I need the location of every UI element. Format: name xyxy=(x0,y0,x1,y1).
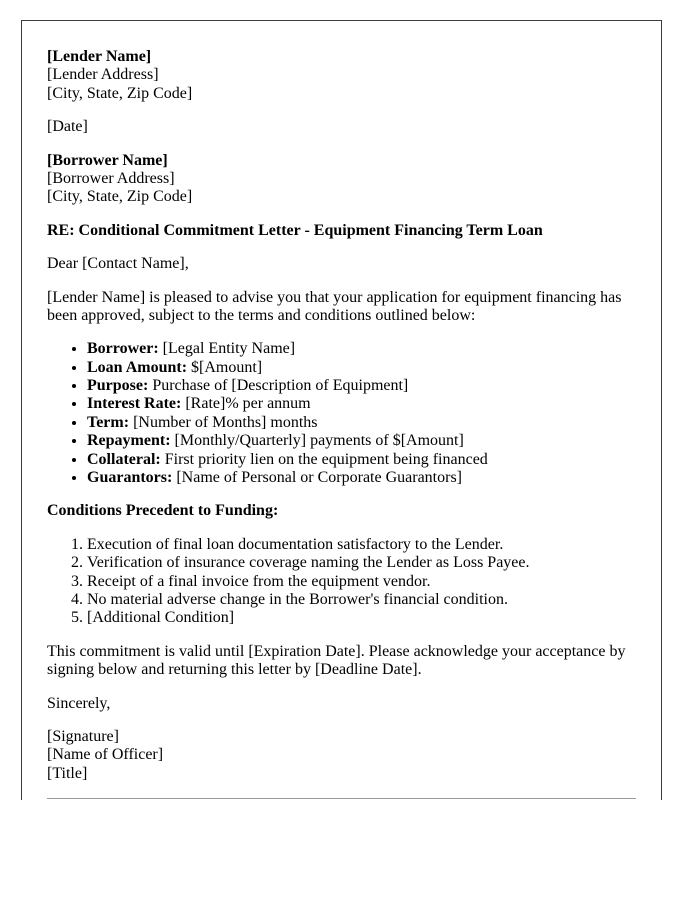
term-value: First priority lien on the equipment being financed xyxy=(160,450,488,468)
condition-item: 4. No material adverse change in the Borrower's financial condition. xyxy=(87,591,636,609)
term-value: [Legal Entity Name] xyxy=(158,340,296,358)
term-value: [Name of Personal or Corporate Guarantors] xyxy=(172,469,463,487)
condition-item: 2. Verification of insurance coverage naming the Lender as Loss Payee. xyxy=(87,554,636,572)
term-value: [Rate]% per annum xyxy=(181,395,311,413)
term-value: Purchase of [Description of Equipment] xyxy=(148,377,409,395)
term-item-collateral xyxy=(87,451,636,469)
officer-title-placeholder: [Title] xyxy=(47,764,88,782)
letter-date: [Date] xyxy=(47,118,88,136)
borrower-address: [Borrower Address] xyxy=(47,169,175,187)
term-value: [Number of Months] months xyxy=(129,413,318,431)
term-item-purpose xyxy=(87,377,636,395)
condition-item: 3. Receipt of a final invoice from the equipment vendor. xyxy=(87,573,636,591)
term-item-guarantors xyxy=(87,469,636,487)
officer-name-placeholder: [Name of Officer] xyxy=(47,746,164,764)
lender-address-block xyxy=(47,48,636,103)
term-label: Borrower: xyxy=(87,340,159,358)
letter-document xyxy=(21,20,662,800)
lender-name: [Lender Name] xyxy=(47,48,152,65)
conditions-heading xyxy=(47,502,636,520)
term-label: Repayment: xyxy=(87,432,171,450)
borrower-city-state-zip: [City, State, Zip Code] xyxy=(47,188,193,206)
conditions-heading-text: Conditions Precedent to Funding: xyxy=(47,502,279,520)
validity-paragraph: This commitment is valid until [Expiration Date]. Please acknowledge your acceptance by signing below and returning this letter by [Deadline Date]. xyxy=(47,642,626,679)
term-label: Term: xyxy=(87,413,130,431)
term-value: [Monthly/Quarterly] payments of $[Amount] xyxy=(170,432,464,450)
term-label: Loan Amount: xyxy=(87,358,188,376)
lender-city-state-zip: [City, State, Zip Code] xyxy=(47,84,193,102)
term-item-interest-rate xyxy=(87,395,636,413)
term-value: $[Amount] xyxy=(187,358,263,376)
signature-placeholder: [Signature] xyxy=(47,727,119,745)
term-label: Purpose: xyxy=(87,377,149,395)
intro-paragraph: [Lender Name] is pleased to advise you that your application for equipment financing has been approved, subject to the terms and conditions outlined below: xyxy=(47,288,622,324)
borrower-name: [Borrower Name] xyxy=(47,151,168,169)
signature-block xyxy=(47,728,636,783)
term-item-loan-amount xyxy=(87,359,636,377)
lender-address: [Lender Address] xyxy=(47,66,159,84)
term-item-term xyxy=(87,414,636,432)
loan-terms-list xyxy=(47,340,636,487)
closing: Sincerely, xyxy=(47,694,111,712)
term-label: Interest Rate: xyxy=(87,395,182,413)
condition-item: 5. [Additional Condition] xyxy=(87,609,636,627)
subject-text: RE: Conditional Commitment Letter - Equipment Financing Term Loan xyxy=(47,221,543,239)
term-label: Guarantors: xyxy=(87,469,173,487)
acceptance-signature-rule xyxy=(47,798,636,799)
term-item-borrower xyxy=(87,340,636,358)
borrower-address-block xyxy=(47,152,636,207)
condition-item: 1. Execution of final loan documentation satisfactory to the Lender. xyxy=(87,536,636,554)
term-item-repayment xyxy=(87,432,636,450)
term-label: Collateral: xyxy=(87,450,161,468)
conditions-list xyxy=(47,536,636,628)
salutation: Dear [Contact Name], xyxy=(47,255,189,273)
subject-line xyxy=(47,222,636,240)
